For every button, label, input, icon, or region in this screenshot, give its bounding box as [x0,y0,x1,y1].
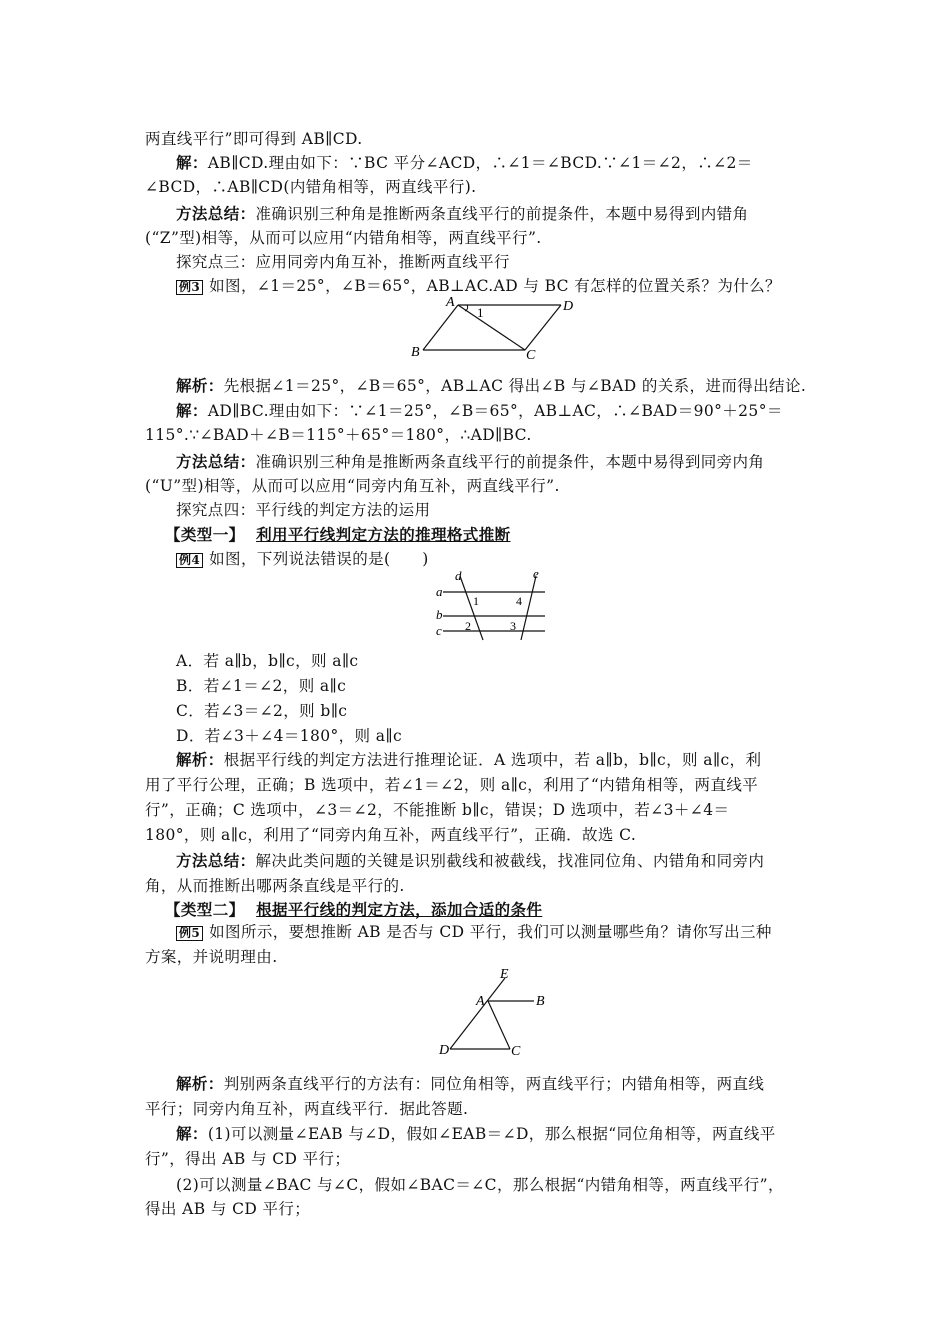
section-heading: 探究点三：应用同旁内角互补，推断两直线平行 [176,253,510,271]
example-badge: 例4 [176,553,203,568]
label-angle-2: 2 [465,619,471,633]
text-line: 两直线平行”即可得到 AB∥CD. [145,130,363,148]
line-ED [450,978,505,1049]
figure-transversals [425,568,555,642]
text-line: ∠BCD，∴AB∥CD(内错角相等，两直线平行). [145,178,477,196]
option-a: A．若 a∥b，b∥c，则 a∥c [176,652,359,670]
line-DC [525,305,561,350]
label-solution: 解： [176,1124,208,1143]
label-E: E [500,967,509,982]
line-AC [488,1001,510,1049]
label-analysis: 解析： [176,1074,224,1093]
text-line: 行”，正确；C 选项中，∠3＝∠2，不能推断 b∥c，错误；D 选项中，若∠3＋∠4＝ [145,801,730,819]
option-c: C．若∠3＝∠2，则 b∥c [176,702,348,720]
label-B: B [411,345,420,360]
option-b: B．若∠1＝∠2，则 a∥c [176,677,347,695]
text-line: 得出 AB 与 CD 平行； [145,1200,311,1218]
label-D: D [563,299,574,314]
label-method-summary: 方法总结： [176,851,256,870]
text-line: 解析：判别两条直线平行的方法有：同位角相等，两直线平行；内错角相等，两直线 [176,1074,765,1093]
text-line: (“U”型)相等，从而可以应用“同旁内角互补，两直线平行”. [145,477,560,495]
text-line: 平行；同旁内角互补，两直线平行．据此答题. [145,1100,469,1118]
label-C: C [526,348,536,362]
text-line: 115°.∵∠BAD＋∠B＝115°＋65°＝180°，∴AD∥BC. [145,426,532,444]
text-line: 方法总结：准确识别三种角是推断两条直线平行的前提条件，本题中易得到内错角 [176,204,749,223]
example-4: 例4 如图，下列说法错误的是( ) [176,548,810,570]
type-heading-1: 【类型一】 利用平行线判定方法的推理格式推断 [165,525,511,544]
text-line: (2)可以测量∠BAC 与∠C，假如∠BAC＝∠C，那么根据“内错角相等，两直线平行”， [176,1176,784,1194]
label-solution: 解： [176,401,208,420]
label-angle-3: 3 [510,619,516,633]
example-badge: 例3 [176,280,203,295]
label-b: b [436,607,443,622]
label-analysis: 解析： [176,750,224,769]
section-heading: 探究点四：平行线的判定方法的运用 [176,501,431,519]
label-solution: 解： [176,153,208,172]
text-line: 方法总结：解决此类问题的关键是识别截线和被截线，找准同位角、内错角和同旁内 [176,851,765,870]
text-line: 用了平行公理，正确；B 选项中，若∠1＝∠2，则 a∥c，利用了“内错角相等，两直线平 [145,776,759,794]
label-a: a [436,584,443,599]
text-line: 解析：根据平行线的判定方法进行推理论证．A 选项中，若 a∥b，b∥c，则 a∥c，利 [176,750,762,769]
label-angle-1: 1 [477,305,484,320]
text-line: 行”，得出 AB 与 CD 平行； [145,1150,351,1168]
label-angle-4: 4 [516,594,522,608]
example-5: 例5 如图所示，要想推断 AB 是否与 CD 平行，我们可以测量哪些角？请你写出三种 [176,921,810,943]
figure-triangle [430,966,560,1062]
label-C: C [511,1044,521,1059]
figure-parallelogram [405,296,585,362]
example-badge: 例5 [176,926,203,941]
text-line: 角，从而推断出哪两条直线是平行的. [145,877,405,895]
label-d: d [455,568,462,583]
text-line: 方法总结：准确识别三种角是推断两条直线平行的前提条件，本题中易得到同旁内角 [176,452,765,471]
text-line: 解析：先根据∠1＝25°，∠B＝65°，AB⊥AC 得出∠B 与∠BAD 的关系，进而得出结论. [176,376,807,395]
label-D: D [439,1043,450,1058]
type-heading-2: 【类型二】 根据平行线的判定方法，添加合适的条件 [165,900,543,919]
option-d: D．若∠3＋∠4＝180°，则 a∥c [176,727,403,745]
label-method-summary: 方法总结： [176,452,256,471]
text-line: 解：AD∥BC.理由如下：∵∠1＝25°，∠B＝65°，AB⊥AC，∴∠BAD＝90°＋25°＝ [176,401,783,420]
label-e: e [533,568,539,581]
line-AC [458,305,525,350]
line-AB [423,305,458,350]
label-angle-1: 1 [473,594,479,608]
label-A: A [446,296,455,310]
text-line: 180°，则 a∥c，利用了“同旁内角互补，两直线平行”，正确．故选 C. [145,826,637,844]
text-line: 解：(1)可以测量∠EAB 与∠D，假如∠EAB＝∠D，那么根据“同位角相等，两直线平 [176,1124,776,1143]
label-method-summary: 方法总结： [176,204,256,223]
label-A: A [476,994,485,1009]
label-B: B [536,994,545,1009]
label-analysis: 解析： [176,376,224,395]
example-3: 例3 如图，∠1＝25°，∠B＝65°，AB⊥AC.AD 与 BC 有怎样的位置关系？为什么？ [176,275,810,297]
text-line: 方案，并说明理由. [145,948,278,966]
text-line: (“Z”型)相等，从而可以应用“内错角相等，两直线平行”. [145,229,542,247]
label-c: c [436,623,442,638]
text-line: 解：AB∥CD.理由如下：∵BC 平分∠ACD，∴∠1＝∠BCD.∵∠1＝∠2，∴∠2＝ [176,153,753,172]
